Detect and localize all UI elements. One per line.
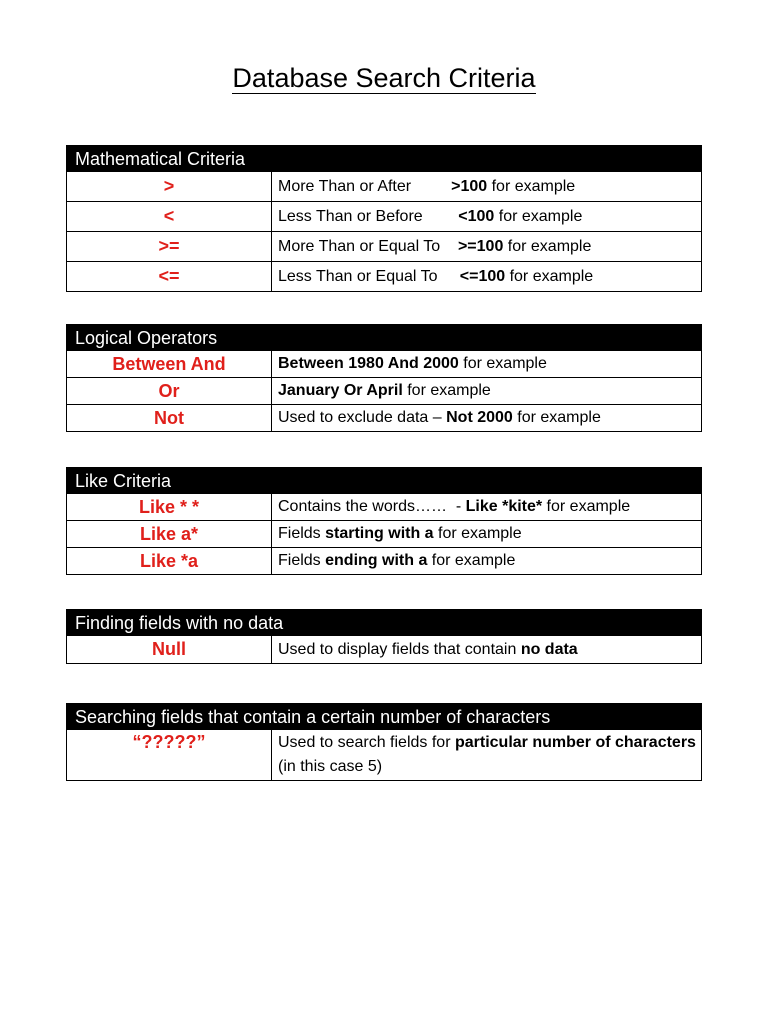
description-text: Less Than or Before — [278, 207, 459, 225]
description-cell — [272, 351, 702, 378]
page-title-text: Database Search Criteria — [232, 63, 536, 93]
description-text: for example — [402, 382, 491, 399]
table-row — [67, 521, 702, 548]
table-row — [67, 378, 702, 405]
section-no-data — [66, 609, 702, 664]
operator-cell: Like * * — [67, 494, 272, 521]
criteria-table — [66, 635, 702, 664]
description-text: for example — [505, 267, 594, 285]
section-heading: Searching fields that contain a certain number of characters — [66, 703, 702, 729]
description-cell — [272, 232, 702, 262]
description-text: for example — [494, 207, 583, 225]
section-mathematical-criteria — [66, 145, 702, 292]
description-cell — [272, 521, 702, 548]
description-text: for example — [503, 237, 592, 255]
section-heading: Logical Operators — [66, 324, 702, 350]
description-bold-text: <=100 — [459, 267, 506, 285]
description-bold-text: ending with a — [325, 552, 428, 569]
table-row — [67, 636, 702, 664]
criteria-table — [66, 350, 702, 432]
description-cell — [272, 494, 702, 521]
description-bold-text: Like *kite* — [465, 498, 543, 515]
table-row — [67, 548, 702, 575]
description-text: for example — [512, 409, 601, 426]
criteria-table — [66, 171, 702, 292]
operator-cell: Or — [67, 378, 272, 405]
section-character-count — [66, 703, 702, 781]
description-cell — [272, 548, 702, 575]
criteria-table — [66, 729, 702, 781]
operator-cell: Between And — [67, 351, 272, 378]
table-row — [67, 202, 702, 232]
table-row — [67, 172, 702, 202]
operator-cell: “?????” — [67, 730, 272, 781]
operator-cell: >= — [67, 232, 272, 262]
description-cell — [272, 378, 702, 405]
description-bold-text: <100 — [458, 207, 495, 225]
table-row — [67, 494, 702, 521]
operator-cell: Like *a — [67, 548, 272, 575]
description-text: for example — [542, 498, 631, 515]
table-row — [67, 405, 702, 432]
description-text: Fields — [278, 525, 326, 542]
description-text: Contains the words…… - — [278, 498, 466, 515]
section-heading: Like Criteria — [66, 467, 702, 493]
description-text: More Than or Equal To — [278, 237, 458, 255]
operator-cell: > — [67, 172, 272, 202]
table-row — [67, 730, 702, 781]
description-bold-text: January Or April — [278, 382, 403, 399]
description-cell — [272, 172, 702, 202]
table-row — [67, 262, 702, 292]
description-cell — [272, 262, 702, 292]
description-text: Less Than or Equal To — [278, 267, 460, 285]
description-bold-text: Between 1980 And 2000 — [278, 355, 459, 372]
section-logical-operators — [66, 324, 702, 432]
description-text: for example — [427, 552, 516, 569]
description-bold-text: no data — [520, 640, 578, 658]
description-bold-text: >=100 — [457, 237, 504, 255]
operator-cell: Null — [67, 636, 272, 664]
description-text: for example — [458, 355, 547, 372]
description-bold-text: >100 — [451, 177, 488, 195]
operator-cell: <= — [67, 262, 272, 292]
section-heading: Finding fields with no data — [66, 609, 702, 635]
page-title — [0, 58, 768, 98]
description-text: Fields — [278, 552, 326, 569]
description-text: (in this case 5) — [278, 758, 383, 775]
description-cell — [272, 730, 702, 781]
description-text: Used to display fields that contain — [278, 640, 521, 658]
description-text: Used to search fields for — [278, 734, 455, 751]
criteria-table — [66, 493, 702, 575]
table-row — [67, 232, 702, 262]
description-cell — [272, 202, 702, 232]
table-row — [67, 351, 702, 378]
description-bold-text: particular number of characters — [454, 734, 696, 751]
description-text: for example — [487, 177, 576, 195]
description-cell — [272, 636, 702, 664]
description-cell — [272, 405, 702, 432]
description-bold-text: starting with a — [325, 525, 434, 542]
description-text: for example — [433, 525, 522, 542]
description-text: More Than or After — [278, 177, 452, 195]
description-bold-text: Not 2000 — [446, 409, 513, 426]
operator-cell: < — [67, 202, 272, 232]
operator-cell: Like a* — [67, 521, 272, 548]
operator-cell: Not — [67, 405, 272, 432]
description-text: Used to exclude data – — [278, 409, 447, 426]
section-like-criteria — [66, 467, 702, 575]
section-heading: Mathematical Criteria — [66, 145, 702, 171]
